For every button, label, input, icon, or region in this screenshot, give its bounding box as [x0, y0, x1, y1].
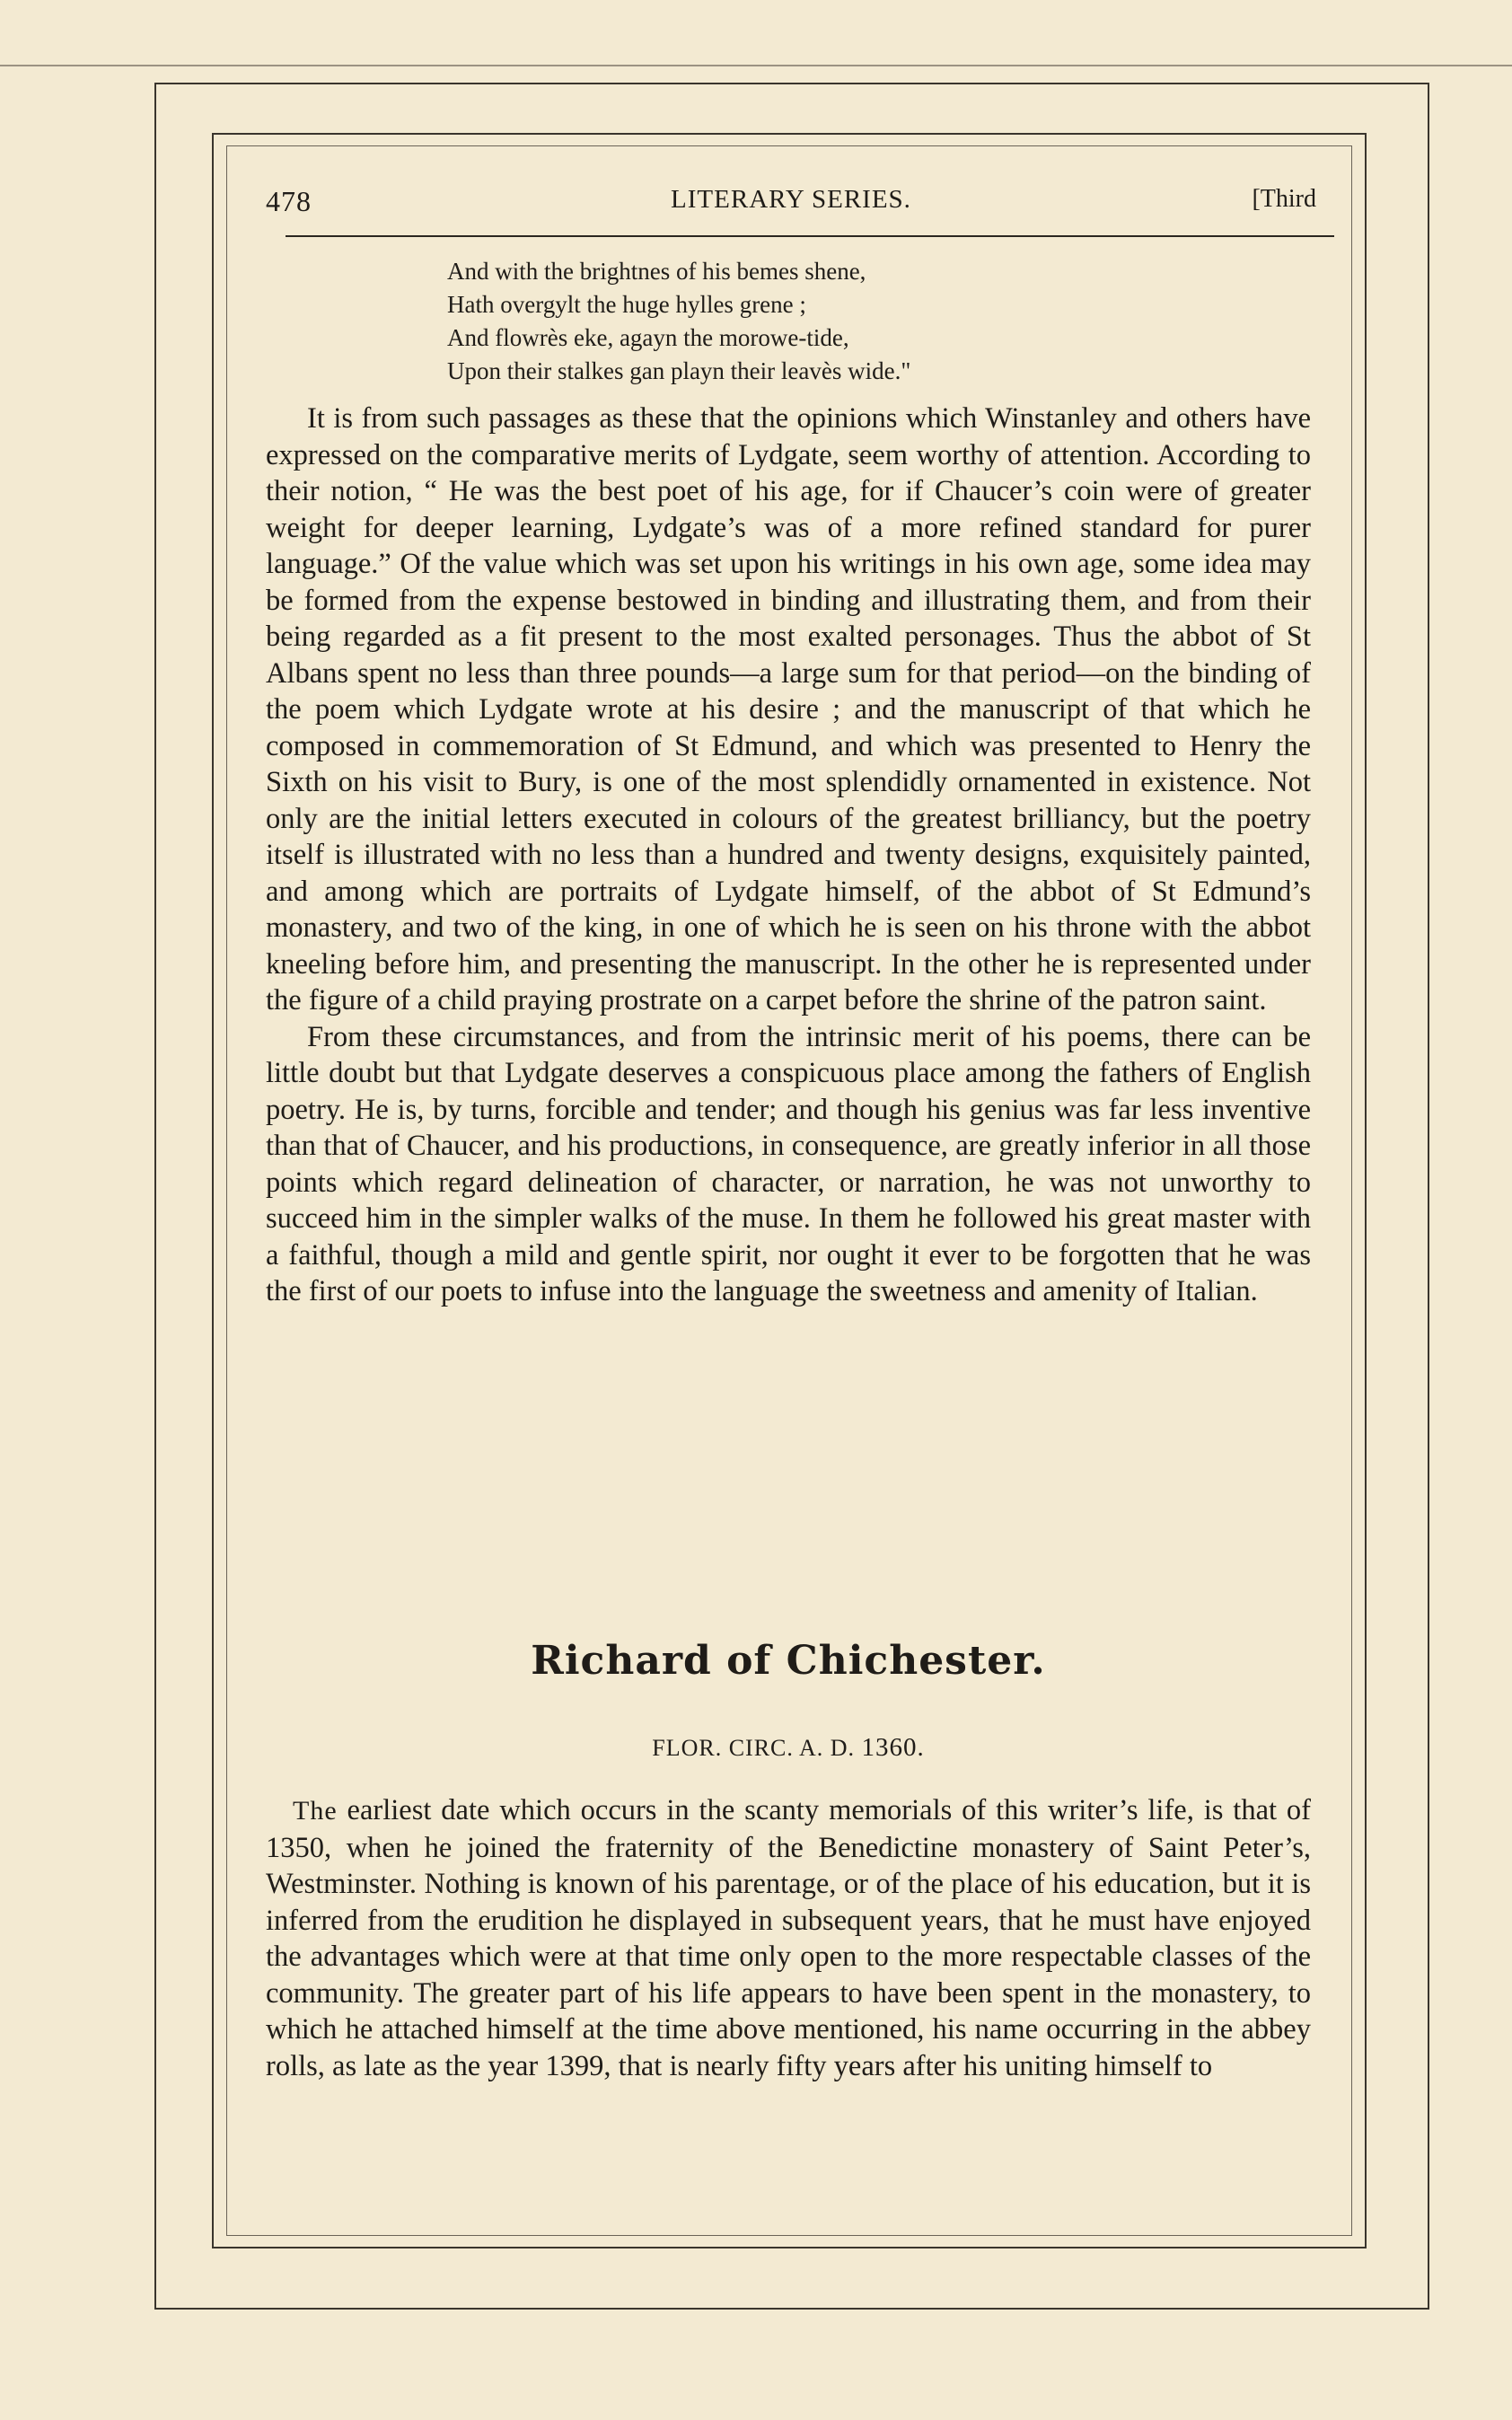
- lydgate-text: [266, 400, 1311, 1310]
- dropcap-word: The: [293, 1796, 338, 1826]
- section-heading: Richard of Chichester.: [531, 1638, 1046, 1684]
- date-prefix: FLOR. CIRC. A. D.: [652, 1735, 855, 1761]
- header-rule: [286, 235, 1334, 237]
- running-title: LITERARY SERIES.: [671, 185, 911, 214]
- verse-line: Hath overgylt the huge hylles grene ;: [447, 291, 806, 318]
- paragraph-text: earliest date which occurs in the scanty memorials of this writer’s life, is that of 1350, when he joined the fraternity of the Benedictine monastery of Saint Peter’s, Westminster. Nothing is known of his parentage, or of the place of his education, but it is inferred from the erudition he displayed in subsequent years, that he must have enjoyed the advantages which were at that time only open to the more respectable classes of the community. The greater part of his life appears to have been spent in the monastery, to which he attached himself at the time above mentioned, his name occurring in the abbey rolls, as late as the year 1399, that is nearly fifty years after his uniting himself to: [266, 1794, 1312, 2082]
- page-number: 478: [266, 185, 312, 217]
- body-paragraph: [266, 1792, 1311, 2084]
- body-paragraph: It is from such passages as these that the opinions which Winstanley and others have expressed on the comparative merits of Lydgate, seem worthy of attention. According to their notion, “ He was the best poet of his age, for if Chaucer’s coin were of greater weight for deeper learning, Lydgate’s was of a more refined standard for purer language.” Of the value which was set upon his writings in his own age, some idea may be formed from the expense bestowed in binding and illustrating them, and from their being regarded as a fit present to the most exalted personages. Thus the abbot of St Albans spent no less than three pounds—a large sum for that period—on the binding of the poem which Lydgate wrote at his desire ; and the manuscript of that which he composed in commemoration of St Edmund, and which was presented to Henry the Sixth on his visit to Bury, is one of the most splendidly ornamented in existence. Not only are the initial letters executed in colours of the greatest brilliancy, but the poetry itself is illustrated with no less than a hundred and twenty designs, exquisitely painted, and among which are portraits of Lydgate himself, of the abbot of St Edmund’s monastery, and two of the king, in one of which he is seen on his throne with the abbot kneeling before him, and presenting the manuscript. In the other he is represented under the figure of a child praying prostrate on a carpet before the shrine of the patron saint.: [266, 402, 1311, 1016]
- verse-quotation: [447, 255, 910, 388]
- date-year: 1360.: [861, 1733, 925, 1762]
- verse-line: Upon their stalkes gan playn their leavès wide.": [447, 357, 911, 384]
- verse-line: And with the brightnes of his bemes shene,: [447, 258, 866, 285]
- page-top-edge: [0, 65, 1512, 66]
- verse-line: And flowrès eke, agayn the morowe-tide,: [447, 324, 849, 351]
- body-paragraph: From these circumstances, and from the intrinsic merit of his poems, there can be little doubt but that Lydgate deserves a conspicuous place among the fathers of English poetry. He is, by turns, forcible and tender; and though his genius was far less inventive than that of Chaucer, and his productions, in consequence, are greatly inferior in all those points which regard delineation of character, or narration, he was not unworthy to succeed him in the simpler walks of the muse. In them he followed his great master with a faithful, though a mild and gentle spirit, nor ought it ever to be forgotten that he was the first of our poets to infuse into the language the sweetness and amenity of Italian.: [266, 1020, 1311, 1307]
- richard-text: [266, 1792, 1311, 2084]
- section-date: [266, 1733, 1311, 1763]
- series-part: [Third: [1252, 185, 1316, 213]
- page-header: [266, 185, 1316, 230]
